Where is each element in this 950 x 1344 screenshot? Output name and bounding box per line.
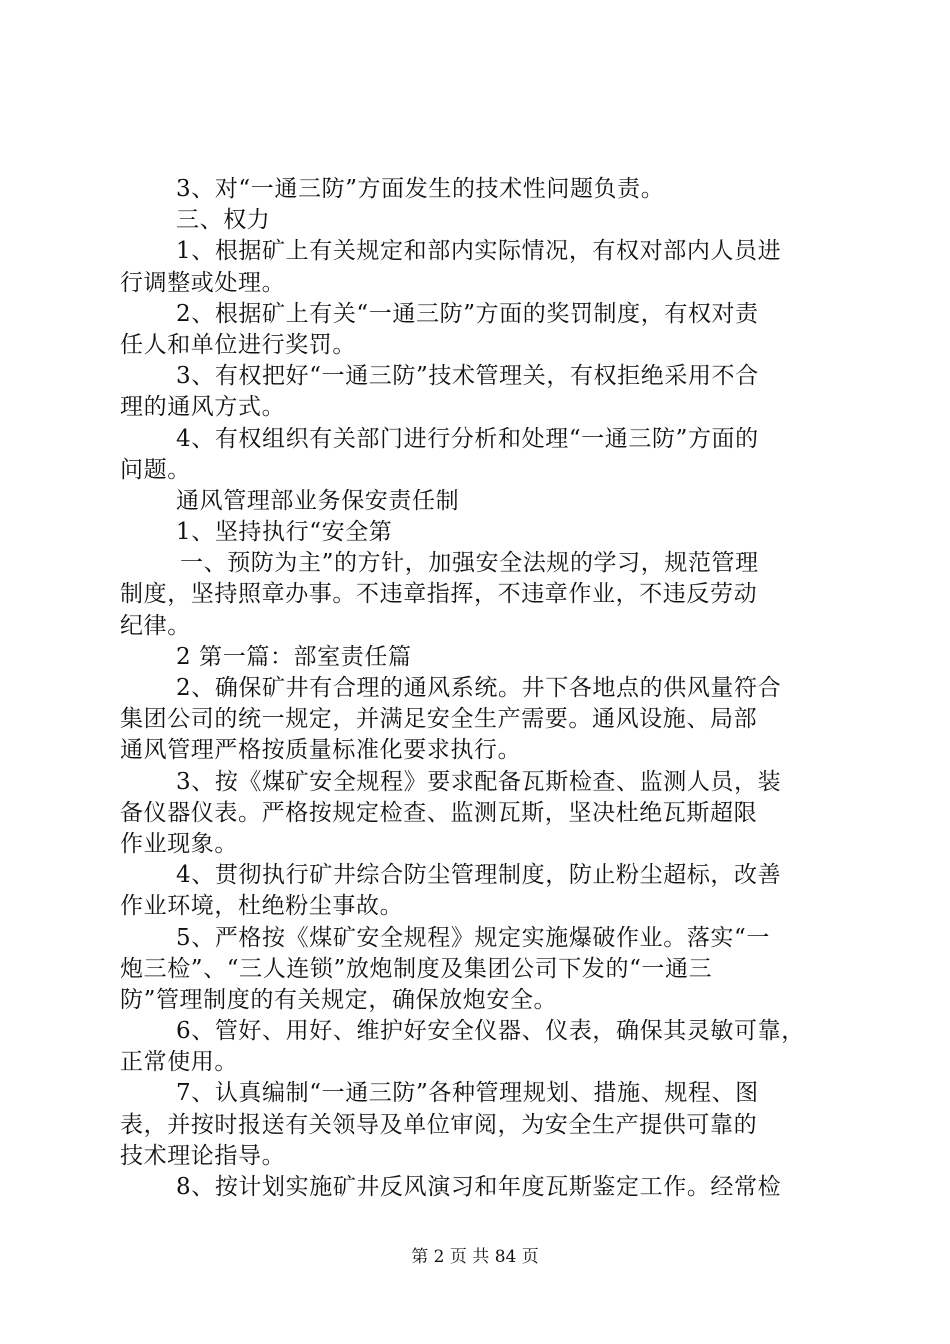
- text-line: 3、对“一通三防”方面发生的技术性问题负责。: [176, 176, 665, 202]
- document-body: [120, 174, 832, 1203]
- text-line: 理的通风方式。: [120, 394, 286, 421]
- text-line: 防”管理制度的有关规定，确保放炮安全。: [120, 986, 558, 1013]
- text-line: 一、预防为主”的方针，加强安全法规的学习，规范管理: [180, 550, 759, 577]
- text-line: 2、根据矿上有关“一通三防”方面的奖罚制度，有权对责: [176, 300, 759, 327]
- text-line: 集团公司的统一规定，并满足安全生产需要。通风设施、局部: [120, 706, 758, 733]
- text-line: 行调整或处理。: [120, 269, 286, 296]
- page-footer: 第 2 页 共 84 页: [411, 1247, 539, 1267]
- text-line: 2 第一篇：部室责任篇: [176, 643, 412, 670]
- text-line: 4、贯彻执行矿井综合防尘管理制度，防止粉尘超标，改善: [176, 862, 782, 889]
- text-line: 2、确保矿井有合理的通风系统。井下各地点的供风量符合: [176, 675, 782, 701]
- text-line: 3、有权把好“一通三防”技术管理关，有权拒绝采用不合: [176, 363, 759, 390]
- text-line: 备仪器仪表。严格按规定检查、监测瓦斯，坚决杜绝瓦斯超限: [120, 799, 758, 826]
- text-line: 正常使用。: [120, 1049, 238, 1076]
- text-line: 5、严格按《煤矿安全规程》规定实施爆破作业。落实“一: [176, 924, 770, 951]
- text-line: 作业环境，杜绝粉尘事故。: [120, 893, 404, 920]
- text-line: 作业现象。: [120, 830, 238, 857]
- text-line: 炮三检”、“三人连锁”放炮制度及集团公司下发的“一通三: [120, 955, 713, 982]
- text-line: 7、认真编制“一通三防”各种管理规划、措施、规程、图: [176, 1080, 759, 1107]
- text-line: 通风管理部业务保安责任制: [176, 487, 460, 514]
- text-line: 任人和单位进行奖罚。: [120, 331, 356, 358]
- text-line: 三、权力: [176, 207, 271, 234]
- text-line: 制度，坚持照章办事。不违章指挥，不违章作业，不违反劳动: [120, 581, 758, 608]
- text-line: 纪律。: [120, 612, 191, 639]
- text-line: 技术理论指导。: [120, 1142, 286, 1169]
- text-line: 4、有权组织有关部门进行分析和处理“一通三防”方面的: [176, 425, 759, 452]
- text-line: 1、坚持执行“安全第: [176, 519, 393, 546]
- text-line: 3、按《煤矿安全规程》要求配备瓦斯检查、监测人员，装: [176, 768, 782, 795]
- text-line: 问题。: [120, 456, 191, 483]
- text-line: 6、管好、用好、维护好安全仪器、仪表，确保其灵敏可靠，: [176, 1018, 805, 1045]
- text-line: 1、根据矿上有关规定和部内实际情况，有权对部内人员进: [176, 238, 782, 265]
- text-line: 表，并按时报送有关领导及单位审阅，为安全生产提供可靠的: [120, 1111, 758, 1138]
- text-line: 8、按计划实施矿井反风演习和年度瓦斯鉴定工作。经常检: [176, 1174, 782, 1200]
- text-line: 通风管理严格按质量标准化要求执行。: [120, 737, 522, 764]
